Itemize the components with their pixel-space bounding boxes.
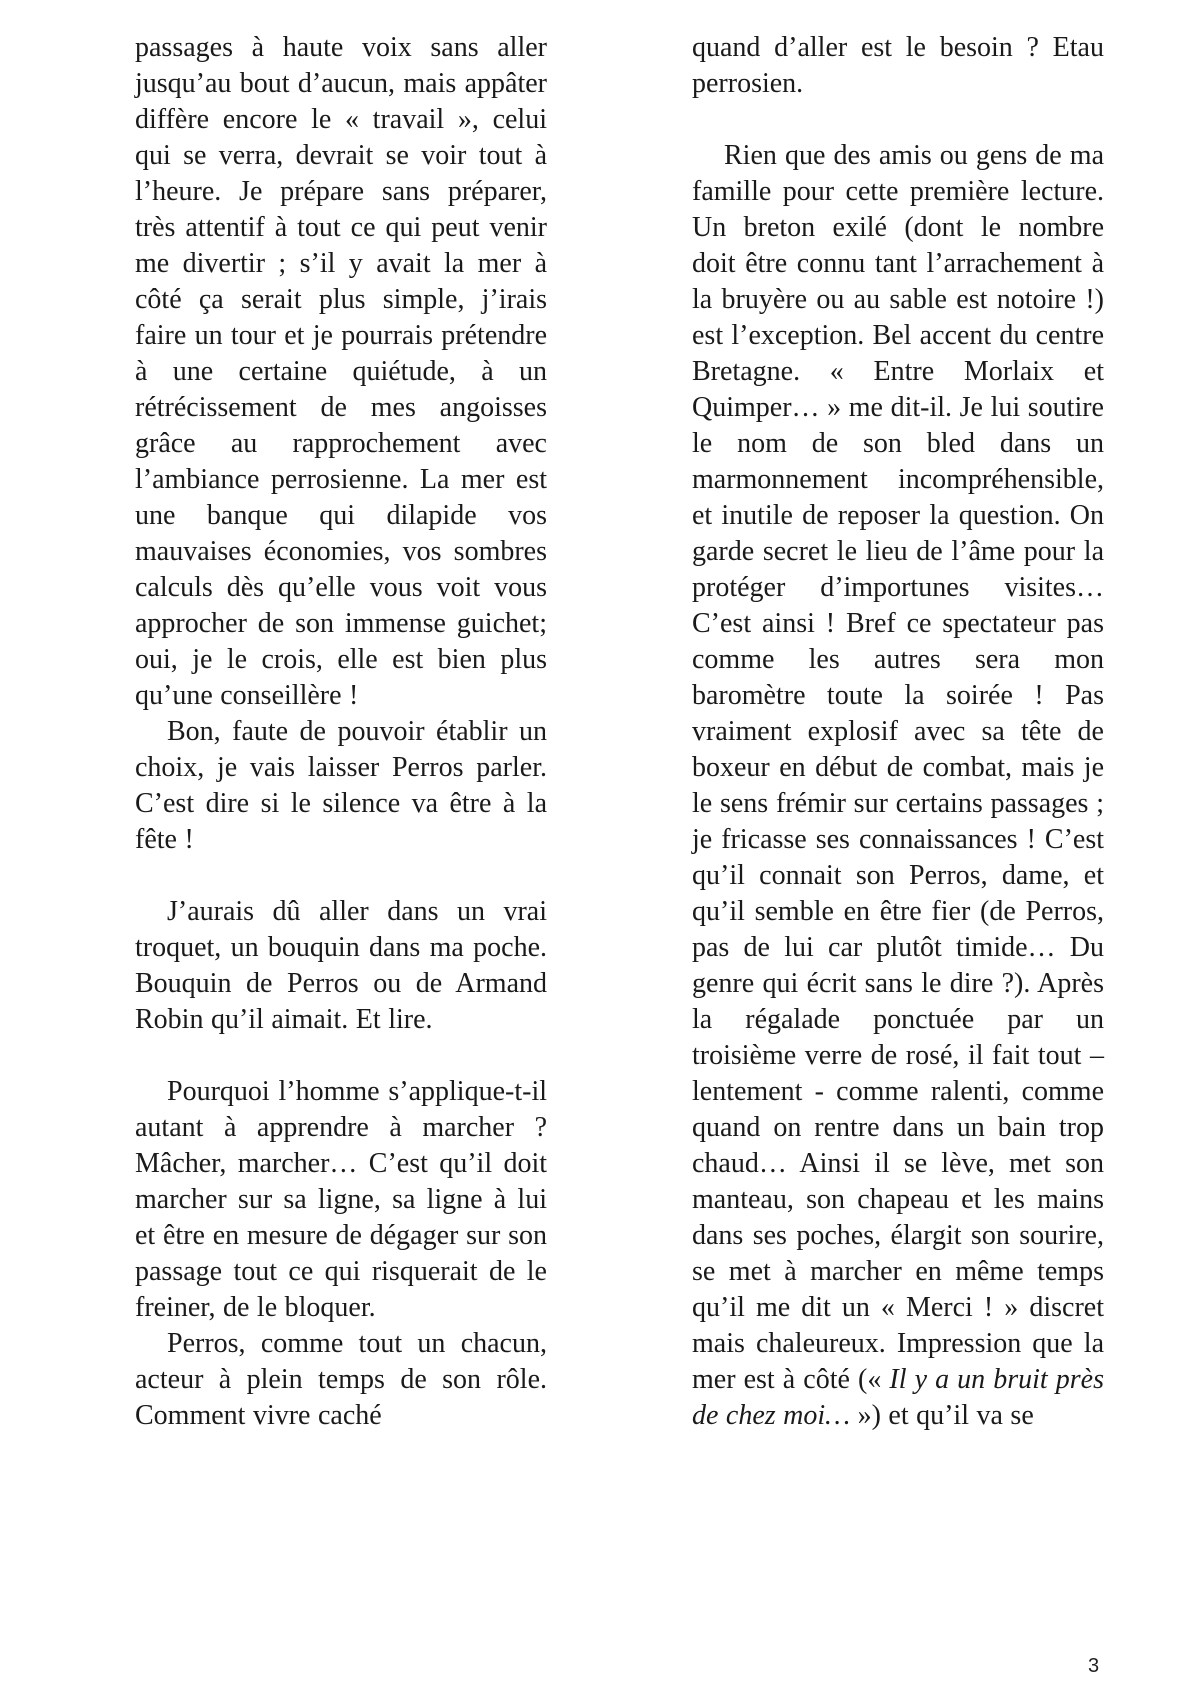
paragraph-right-2-text: Rien que des amis ou gens de ma famille pour cette première lecture. Un breton exilé (dont le nombre doit être connu tant l’arrachement à la bruyère ou au sable est notoire !) est l’exception. Bel accent du centre Bretagne. « Entre Morlaix et Quimper… » me dit-il. Je lui soutire le nom de son bled dans un marmonnement incompréhensible, et inutile de reposer la question. On garde secret le lieu de l’âme pour la protéger d’importunes visites… C’est ainsi ! Bref ce spectateur pas comme les autres sera mon baromètre toute la soirée ! Pas vraiment explosif avec sa tête de boxeur en début de combat, mais je le sens frémir sur certains passages ; je fricasse ses connaissances ! C’est qu’il connait son Perros, dame, et qu’il semble en être fier (de Perros, pas de lui car plutôt timide… Du genre qui écrit sans le dire ?). Après la régalade ponctuée par un troisième verre de rosé, il fait tout – lentement - comme ralenti, comme quand on rentre dans un bain trop chaud… Ainsi il se lève, met son manteau, son chapeau et les mains dans ses poches, élargit son sourire, se met à marcher en même temps qu’il me dit un « Merci ! » discret mais chaleureux. Impression que la mer est à côté (« — [692, 140, 1104, 1395]
paragraph-right-1: quand d’aller est le besoin ? Etau perrosien. — [692, 32, 1104, 99]
paragraph-left-4: Pourquoi l’homme s’applique-t-il autant à apprendre à marcher ? Mâcher, marcher… C’est qu’il doit marcher sur sa ligne, sa ligne à lui et être en mesure de dégager sur son passage tout ce qui risquerait de le freiner, de le bloquer. — [135, 1076, 547, 1323]
paragraph-right-2 — [692, 138, 1104, 1434]
italic-quote: Il y a un bruit près de chez moi… — [692, 1364, 1104, 1431]
paragraph-left-3: J’aurais dû aller dans un vrai troquet, un bouquin dans ma poche. Bouquin de Perros ou de Armand Robin qu’il aimait. Et lire. — [135, 896, 547, 1035]
paragraph-right-2-end: ») et qu’il va se — [850, 1400, 1034, 1431]
paragraph-left-5: Perros, comme tout un chacun, acteur à plein temps de son rôle. Comment vivre caché — [135, 1328, 547, 1431]
paragraph-left-2: Bon, faute de pouvoir établir un choix, je vais laisser Perros parler. C’est dire si le silence va être à la fête ! — [135, 716, 547, 855]
right-column — [692, 30, 1104, 1434]
paragraph-left-1: passages à haute voix sans aller jusqu’au bout d’aucun, mais appâter diffère encore le « travail », celui qui se verra, devrait se voir tout à l’heure. Je prépare sans préparer, très attentif à tout ce qui peut venir me divertir ; s’il y avait la mer à côté ça serait plus simple, j’irais faire un tour et je pourrais prétendre à une certaine quiétude, à un rétrécissement de mes angoisses grâce au rapprochement avec l’ambiance perrosienne. La mer est une banque qui dilapide vos mauvaises économies, vos sombres calculs dès qu’elle vous voit vous approcher de son immense guichet; oui, je le crois, elle est bien plus qu’une conseillère ! — [135, 32, 547, 711]
left-column — [135, 30, 547, 1434]
page-number: 3 — [1088, 1655, 1100, 1677]
